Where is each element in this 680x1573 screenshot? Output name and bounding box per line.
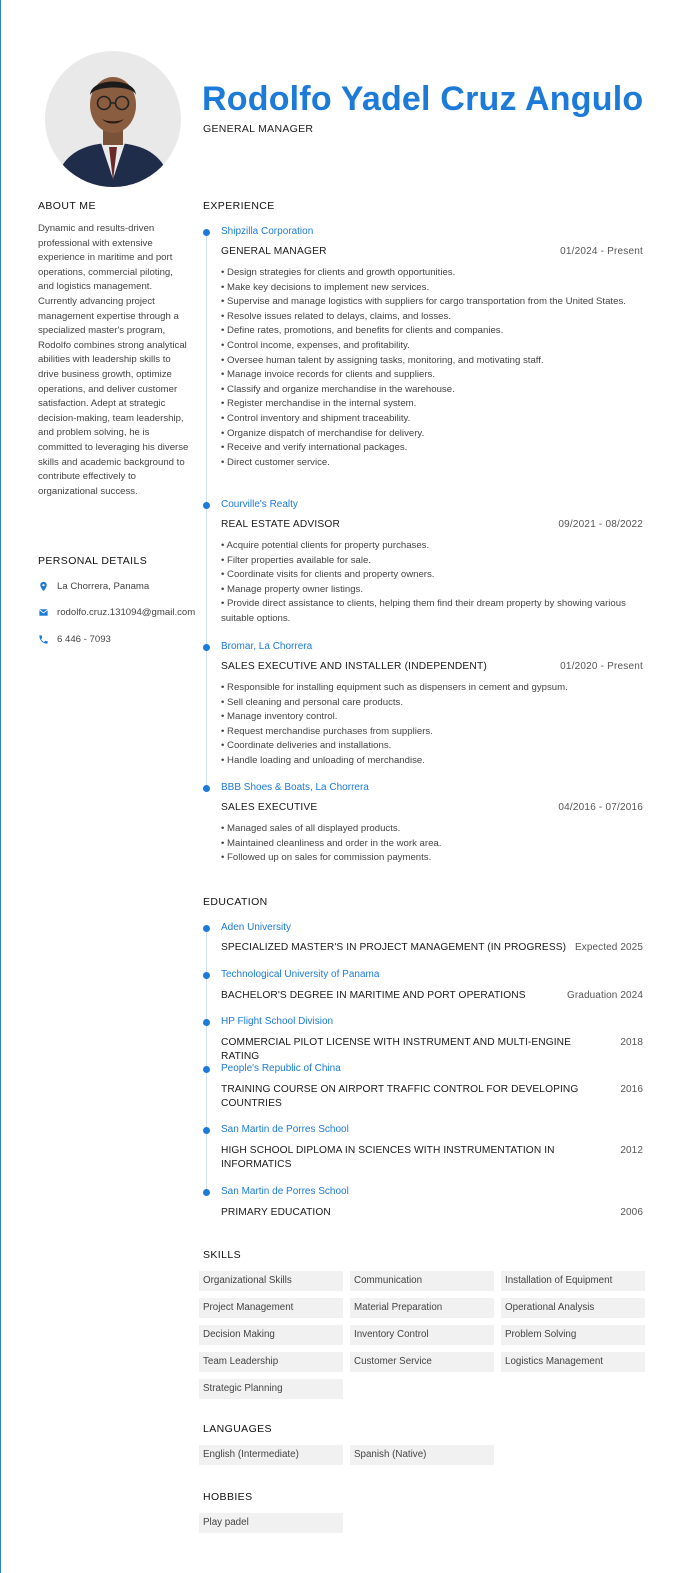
duty-item: • Resolve issues related to delays, claims, and losses. — [221, 310, 451, 322]
duty-item: • Manage inventory control. — [221, 711, 338, 723]
duty-item: • Make key decisions to implement new services. — [221, 281, 430, 293]
job-duties — [221, 681, 643, 769]
languages-grid — [199, 1445, 645, 1465]
timeline-dot — [203, 972, 210, 979]
duty-item: • Responsible for installing equipment such as dispensers in cement and gypsum. — [221, 682, 568, 693]
hobbies-grid — [199, 1513, 645, 1533]
duty-item: • Managed sales of all displayed products. — [221, 823, 401, 834]
location-text: La Chorrera, Panama — [57, 581, 150, 592]
about-text: Dynamic and results-driven professional with extensive experience in maritime and port operations, commercial piloting, and logistics management. Currently advancing project management expertise through a specialized master's program, Rodolfo combines strong analytical abilities with leadership skills to drive business growth, optimize operations, and deliver customer satisfaction. Adept at strategic decision-making, team leadership, and problem solving, he is committed to leveraging his diverse skills and academic background to contribute effectively to organizational success. — [38, 223, 189, 497]
job-role: SALES EXECUTIVE AND INSTALLER (INDEPENDENT) — [221, 661, 487, 672]
duty-item: • Manage invoice records for clients and suppliers. — [221, 369, 435, 381]
page-edge-line — [0, 0, 1, 1573]
timeline-dot — [203, 644, 210, 651]
duty-item: • Define rates, promotions, and benefits for clients and companies. — [221, 325, 504, 337]
job-duties — [221, 539, 643, 627]
job-duties — [221, 266, 643, 470]
skills-grid — [199, 1271, 645, 1399]
job-role: REAL ESTATE ADVISOR — [221, 519, 341, 530]
timeline-dot — [203, 1066, 210, 1073]
skill-chip: Problem Solving — [501, 1325, 645, 1345]
duty-item: • Handle loading and unloading of merchandise. — [221, 754, 425, 766]
job-role: GENERAL MANAGER — [221, 246, 327, 257]
duty-item: • Coordinate deliveries and installations. — [221, 740, 392, 752]
degree-name: TRAINING COURSE ON AIRPORT TRAFFIC CONTROL FOR DEVELOPING COUNTRIES — [221, 1084, 579, 1109]
about-section — [38, 200, 190, 499]
duty-item: • Filter properties available for sale. — [221, 554, 371, 566]
degree-row — [221, 1144, 643, 1172]
duty-item: • Register merchandise in the internal system. — [221, 398, 417, 410]
experience-title: EXPERIENCE — [203, 200, 275, 212]
profile-photo — [45, 51, 181, 187]
job-role: SALES EXECUTIVE — [221, 802, 318, 813]
about-title: ABOUT ME — [38, 200, 96, 212]
timeline-dot — [203, 1127, 210, 1134]
duty-item: • Control income, expenses, and profitability. — [221, 339, 410, 351]
skill-chip: Operational Analysis — [501, 1298, 645, 1318]
school-name: People's Republic of China — [221, 1063, 341, 1074]
company-name: Bromar, La Chorrera — [221, 641, 313, 652]
school-name: Technological University of Panama — [221, 969, 380, 980]
skills-title: SKILLS — [203, 1249, 242, 1261]
timeline-dot — [203, 925, 210, 932]
skill-chip: Team Leadership — [199, 1352, 343, 1372]
envelope-icon — [38, 607, 49, 618]
job-title: GENERAL MANAGER — [203, 123, 314, 135]
degree-row — [221, 989, 643, 1003]
school-name: Aden University — [221, 922, 292, 933]
experience-timeline — [206, 232, 207, 792]
personal-details-title: PERSONAL DETAILS — [38, 555, 148, 567]
skill-chip: Logistics Management — [501, 1352, 645, 1372]
company-name: Shipzilla Corporation — [221, 226, 314, 237]
duty-item: • Acquire potential clients for property purchases. — [221, 540, 430, 551]
degree-row — [221, 1083, 643, 1111]
timeline-dot — [203, 1019, 210, 1026]
degree-name: BACHELOR'S DEGREE IN MARITIME AND PORT OPERATIONS — [221, 990, 526, 1001]
degree-date: 2006 — [620, 1207, 643, 1218]
skill-chip: Strategic Planning — [199, 1379, 343, 1399]
hobbies-title: HOBBIES — [203, 1491, 253, 1503]
degree-row — [221, 941, 643, 955]
language-chip: Spanish (Native) — [350, 1445, 494, 1465]
job-duties — [221, 822, 643, 866]
phone-row[interactable] — [38, 634, 111, 645]
degree-name: SPECIALIZED MASTER'S IN PROJECT MANAGEMENT (IN PROGRESS) — [221, 942, 567, 953]
location-row — [38, 581, 149, 592]
skill-chip: Communication — [350, 1271, 494, 1291]
skill-chip: Project Management — [199, 1298, 343, 1318]
timeline-dot — [203, 1189, 210, 1196]
duty-item: • Design strategies for clients and growth opportunities. — [221, 267, 456, 278]
timeline-dot — [203, 229, 210, 236]
duty-item: • Control inventory and shipment traceability. — [221, 412, 411, 424]
degree-row — [221, 1206, 643, 1220]
job-row — [221, 661, 643, 672]
duty-item: • Request merchandise purchases from suppliers. — [221, 725, 433, 737]
duty-item: • Organize dispatch of merchandise for delivery. — [221, 427, 425, 439]
languages-title: LANGUAGES — [203, 1423, 272, 1435]
job-date: 01/2020 - Present — [560, 661, 643, 672]
duty-item: • Sell cleaning and personal care products. — [221, 696, 404, 708]
timeline-dot — [203, 502, 210, 509]
degree-date: 2016 — [620, 1084, 643, 1095]
degree-name: PRIMARY EDUCATION — [221, 1207, 331, 1218]
degree-row — [221, 1036, 643, 1064]
school-name: HP Flight School Division — [221, 1016, 334, 1027]
job-date: 09/2021 - 08/2022 — [558, 519, 643, 530]
email-link[interactable]: rodolfo.cruz.131094@gmail.com — [57, 607, 196, 618]
degree-date: 2018 — [620, 1037, 643, 1048]
education-title: EDUCATION — [203, 896, 268, 908]
degree-name: HIGH SCHOOL DIPLOMA IN SCIENCES WITH INSTRUMENTATION IN INFORMATICS — [221, 1145, 555, 1170]
duty-item: • Provide direct assistance to clients, helping them find their dream property by showing various suitable options. — [221, 598, 626, 624]
duty-item: • Supervise and manage logistics with suppliers for cargo transportation from the United States. — [221, 296, 626, 308]
education-timeline — [206, 927, 207, 1192]
duty-item: • Maintained cleanliness and order in the work area. — [221, 837, 442, 849]
duty-item: • Direct customer service. — [221, 456, 330, 468]
email-row[interactable] — [38, 607, 195, 618]
degree-date: Graduation 2024 — [566, 990, 643, 1001]
skill-chip: Decision Making — [199, 1325, 343, 1345]
hobby-chip: Play padel — [199, 1513, 343, 1533]
degree-date: 2012 — [620, 1145, 643, 1156]
job-row — [221, 519, 643, 530]
duty-item: • Classify and organize merchandise in the warehouse. — [221, 383, 455, 395]
phone-icon — [38, 634, 49, 645]
full-name: Rodolfo Yadel Cruz Angulo — [202, 80, 644, 118]
school-name: San Martin de Porres School — [221, 1186, 349, 1197]
skill-chip: Organizational Skills — [199, 1271, 343, 1291]
duty-item: • Receive and verify international packages. — [221, 442, 408, 454]
job-date: 01/2024 - Present — [560, 246, 643, 257]
duty-item: • Manage property owner listings. — [221, 583, 364, 595]
language-chip: English (Intermediate) — [199, 1445, 343, 1465]
skill-chip: Customer Service — [350, 1352, 494, 1372]
location-pin-icon — [38, 581, 49, 592]
skill-chip: Installation of Equipment — [501, 1271, 645, 1291]
duty-item: • Oversee human talent by assigning tasks, monitoring, and motivating staff. — [221, 354, 544, 366]
job-date: 04/2016 - 07/2016 — [558, 802, 643, 813]
company-name: Courville's Realty — [221, 499, 298, 510]
job-row — [221, 246, 643, 257]
skill-chip: Inventory Control — [350, 1325, 494, 1345]
degree-name: COMMERCIAL PILOT LICENSE WITH INSTRUMENT AND MULTI-ENGINE RATING — [221, 1037, 572, 1062]
job-row — [221, 802, 643, 813]
timeline-dot — [203, 785, 210, 792]
duty-item: • Coordinate visits for clients and property owners. — [221, 569, 435, 581]
company-name: BBB Shoes & Boats, La Chorrera — [221, 782, 369, 793]
skill-chip: Material Preparation — [350, 1298, 494, 1318]
duty-item: • Followed up on sales for commission payments. — [221, 852, 432, 864]
school-name: San Martin de Porres School — [221, 1124, 349, 1135]
degree-date: Expected 2025 — [574, 942, 643, 953]
phone-text[interactable]: 6 446 - 7093 — [57, 634, 111, 645]
